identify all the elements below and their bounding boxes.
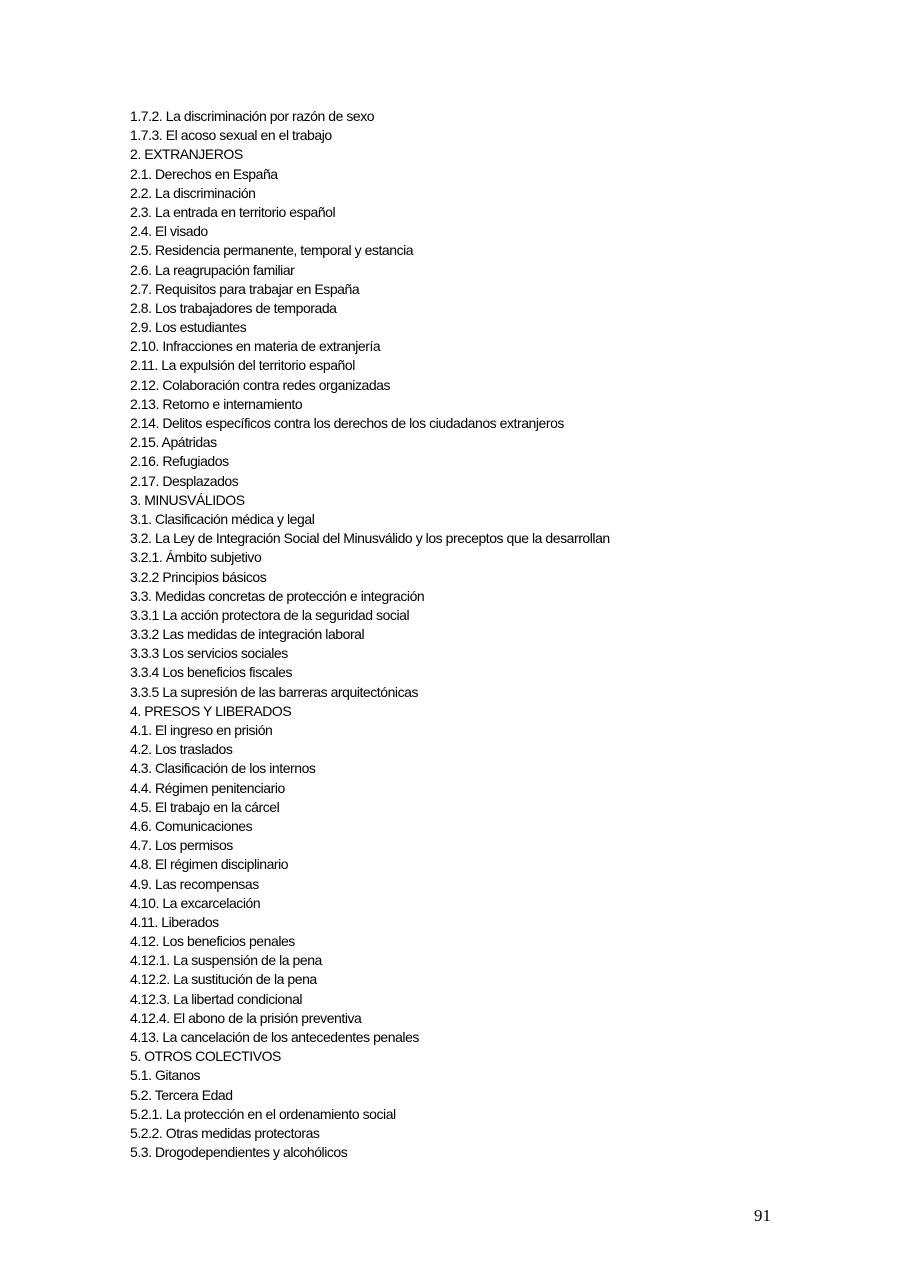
- toc-line: 3.3. Medidas concretas de protección e integración: [130, 587, 425, 604]
- toc-line: 2.17. Desplazados: [130, 472, 239, 489]
- toc-line: 5.2.1. La protección en el ordenamiento social: [130, 1105, 396, 1122]
- toc-line: 3.3.2 Las medidas de integración laboral: [130, 626, 365, 643]
- toc-line: 4.12. Los beneficios penales: [130, 933, 295, 950]
- toc-line: 4.12.2. La sustitución de la pena: [130, 971, 317, 988]
- toc-line: 3. MINUSVÁLIDOS: [130, 491, 245, 508]
- toc-line: 2.13. Retorno e internamiento: [130, 395, 303, 412]
- toc-line: 2.12. Colaboración contra redes organizadas: [130, 376, 391, 393]
- toc-line: 2.14. Delitos específicos contra los derechos de los ciudadanos extranjeros: [130, 415, 564, 431]
- toc-line: 5.3. Drogodependientes y alcohólicos: [130, 1144, 348, 1161]
- toc-line: 2.2. La discriminación: [130, 184, 256, 201]
- toc-line: 5.1. Gitanos: [130, 1067, 201, 1084]
- toc-line: 2.7. Requisitos para trabajar en España: [130, 280, 360, 297]
- toc-line: 4.3. Clasificación de los internos: [130, 760, 316, 777]
- page-number: 91: [754, 1206, 771, 1225]
- toc-line: 3.2. La Ley de Integración Social del Minusválido y los preceptos que la desarrollan: [130, 530, 610, 547]
- toc-line: 5. OTROS COLECTIVOS: [130, 1048, 281, 1065]
- toc-line: 2.1. Derechos en España: [130, 165, 278, 182]
- toc-line: 4.4. Régimen penitenciario: [130, 779, 285, 796]
- toc-line: 4.9. Las recompensas: [130, 875, 259, 892]
- toc-line: 2.11. La expulsión del territorio español: [130, 357, 355, 374]
- toc-line: 1.7.2. La discriminación por razón de sexo: [130, 108, 375, 124]
- toc-line: 3.2.2 Principios básicos: [130, 568, 267, 585]
- toc-line: 5.2. Tercera Edad: [130, 1086, 233, 1103]
- toc-line: 3.1. Clasificación médica y legal: [130, 510, 315, 527]
- toc-line: 4.12.1. La suspensión de la pena: [130, 952, 322, 969]
- toc-line: 2.8. Los trabajadores de temporada: [130, 299, 337, 316]
- toc-line: 4. PRESOS Y LIBERADOS: [130, 702, 292, 719]
- toc-line: 4.8. El régimen disciplinario: [130, 856, 289, 873]
- toc-line: 2.15. Apátridas: [130, 434, 217, 451]
- toc-line: 4.1. El ingreso en prisión: [130, 722, 273, 738]
- toc-line: 4.10. La excarcelación: [130, 894, 261, 911]
- toc-line: 4.7. Los permisos: [130, 837, 233, 854]
- toc-line: 3.2.1. Ámbito subjetivo: [130, 549, 262, 566]
- toc-line: 3.3.5 La supresión de las barreras arquitectónicas: [130, 683, 419, 700]
- toc-line: 1.7.3. El acoso sexual en el trabajo: [130, 127, 332, 144]
- toc-line: 2.9. Los estudiantes: [130, 319, 247, 336]
- toc-line: 5.2.2. Otras medidas protectoras: [130, 1124, 320, 1141]
- toc-line: 2.5. Residencia permanente, temporal y estancia: [130, 242, 414, 259]
- toc-line: 4.13. La cancelación de los antecedentes penales: [130, 1029, 419, 1045]
- toc-line: 2.10. Infracciones en materia de extranjería: [130, 338, 381, 355]
- toc-line: 4.12.4. El abono de la prisión preventiva: [130, 1009, 362, 1026]
- toc-line: 2.16. Refugiados: [130, 453, 229, 470]
- toc-line: 4.6. Comunicaciones: [130, 817, 253, 834]
- toc-line: 3.3.4 Los beneficios fiscales: [130, 664, 293, 681]
- toc-line: 4.12.3. La libertad condicional: [130, 990, 303, 1007]
- toc-line: 3.3.1 La acción protectora de la seguridad social: [130, 606, 410, 623]
- toc-line: 2.3. La entrada en territorio español: [130, 203, 336, 220]
- toc-line: 2.4. El visado: [130, 223, 208, 240]
- toc-line: 4.11. Liberados: [130, 913, 219, 930]
- toc-line: 2. EXTRANJEROS: [130, 146, 243, 163]
- table-of-contents: [130, 107, 830, 1162]
- toc-line: 2.6. La reagrupación familiar: [130, 261, 295, 278]
- toc-line: 4.2. Los traslados: [130, 741, 233, 758]
- toc-line: 4.5. El trabajo en la cárcel: [130, 798, 280, 815]
- toc-line: 3.3.3 Los servicios sociales: [130, 645, 288, 662]
